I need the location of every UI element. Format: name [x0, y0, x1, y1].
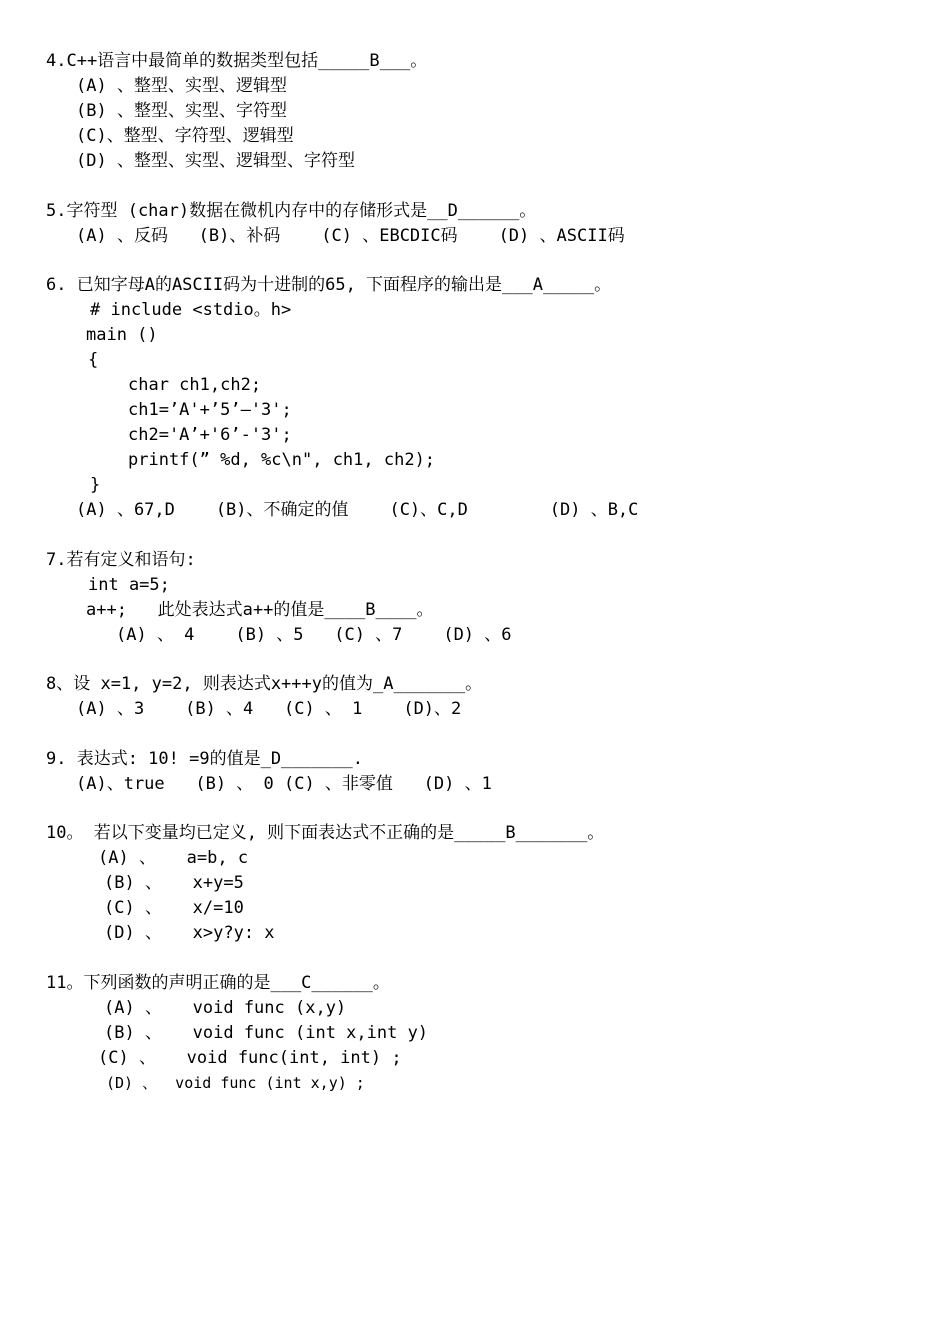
question-6-code-line-3: { [88, 350, 99, 370]
question-6-code-line-2: main () [86, 325, 158, 345]
question-6-code-line-7: printf(” %d, %c\n", ch1, ch2); [128, 450, 436, 470]
question-11-stem: 11。下列函数的声明正确的是___C______。 [46, 973, 390, 993]
question-5-stem: 5.字符型 (char)数据在微机内存中的存储形式是__D______。 [46, 201, 537, 221]
question-6-code-line-1: # include <stdio。h> [90, 300, 292, 320]
question-11-option-b: (B) 、 void func (int x,int y) [104, 1023, 429, 1043]
question-8-options: (A) 、3 (B) 、4 (C) 、 1 (D)、2 [76, 699, 462, 719]
question-6-code-line-4: char ch1,ch2; [128, 375, 262, 395]
question-6-code-line-6: ch2='A’+'6’-'3'; [128, 425, 292, 445]
question-4-option-a: (A) 、整型、实型、逻辑型 [76, 76, 287, 96]
question-5-options: (A) 、反码 (B)、补码 (C) 、EBCDIC码 (D) 、ASCII码 [76, 226, 625, 246]
question-4-stem: 4.C++语言中最简单的数据类型包括_____B___。 [46, 51, 428, 71]
question-6-code-line-8: } [90, 475, 101, 495]
question-10-stem: 10。 若以下变量均已定义, 则下面表达式不正确的是_____B_______。 [46, 823, 605, 843]
question-10-option-b: (B) 、 x+y=5 [104, 873, 244, 893]
question-6-code-line-5: ch1=’A'+’5’—'3'; [128, 400, 292, 420]
question-11-option-d: (D) 、 void func (int x,y) ; [106, 1074, 365, 1092]
question-7-stem: 7.若有定义和语句: [46, 550, 196, 570]
question-6-options: (A) 、67,D (B)、不确定的值 (C)、C,D (D) 、B,C [76, 500, 639, 520]
question-10-option-a: (A) 、 a=b, c [98, 848, 249, 868]
question-4-option-b: (B) 、整型、实型、字符型 [76, 101, 287, 121]
question-4-option-c: (C)、整型、字符型、逻辑型 [76, 126, 294, 146]
question-7-code-line-2: a++; 此处表达式a++的值是____B____。 [86, 600, 434, 620]
question-10-option-d: (D) 、 x>y?y: x [104, 923, 275, 943]
question-11-option-c: (C) 、 void func(int, int) ; [98, 1048, 402, 1068]
question-9-options: (A)、true (B) 、 0 (C) 、非零值 (D) 、1 [76, 774, 492, 794]
question-9-stem: 9. 表达式: 10! =9的值是_D_______. [46, 749, 363, 769]
question-4-option-d: (D) 、整型、实型、逻辑型、字符型 [76, 151, 355, 171]
question-7-options: (A) 、 4 (B) 、5 (C) 、7 (D) 、6 [116, 625, 512, 645]
question-6-stem: 6. 已知字母A的ASCII码为十进制的65, 下面程序的输出是___A_____。 [46, 275, 612, 295]
question-7-code-line-1: int a=5; [88, 575, 170, 595]
question-11-option-a: (A) 、 void func (x,y) [104, 998, 347, 1018]
question-10-option-c: (C) 、 x/=10 [104, 898, 244, 918]
question-8-stem: 8、设 x=1, y=2, 则表达式x+++y的值为_A_______。 [46, 674, 483, 694]
